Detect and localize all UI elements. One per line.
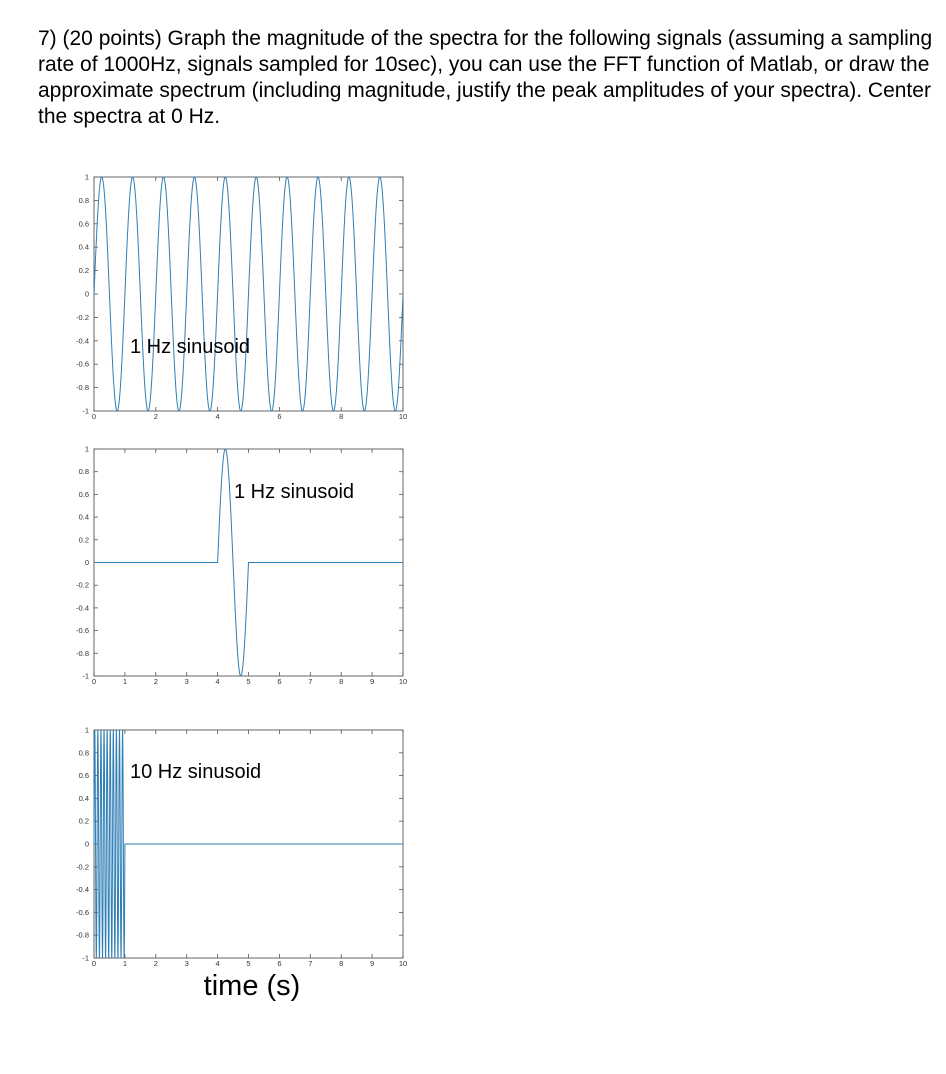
ytick-label: 0.4: [78, 242, 89, 252]
xtick-label: 0: [91, 412, 97, 421]
xtick-label: 3: [184, 677, 189, 686]
ytick-label: 0.4: [78, 793, 89, 803]
ytick-label: 0.6: [78, 489, 89, 499]
xtick-label: 2: [153, 959, 158, 968]
ytick-label: -0.6: [76, 626, 89, 636]
ytick-label: -0.8: [76, 930, 89, 940]
chart-3: [76, 726, 407, 1003]
ytick-label: 0.6: [78, 219, 89, 229]
xtick-label: 7: [308, 677, 313, 686]
xtick-label: 1: [122, 677, 127, 686]
ytick-label: 0.2: [78, 266, 89, 276]
ytick-label: 0.2: [78, 535, 89, 545]
xtick-label: 4: [215, 959, 220, 968]
ytick-label: 0.2: [78, 816, 89, 826]
x-axis-label: time (s): [203, 970, 301, 1002]
ytick-label: -0.4: [76, 885, 89, 895]
xtick-label: 6: [277, 677, 282, 686]
xtick-label: 4: [215, 412, 220, 421]
ytick-label: 0: [84, 558, 89, 567]
xtick-label: 7: [308, 959, 313, 968]
ytick-label: 0: [84, 839, 89, 849]
chart-2: [76, 445, 407, 687]
question-text: 7) (20 points) Graph the magnitude of the spectra for the following signals (assuming a sampling rate of 1000Hz, signals sampled for 10sec), you can use the FFT function of Matlab, or draw the approximate spectrum (including magnitude, justify the peak amplitudes of your spectra). Center the spectra at 0 Hz.: [38, 27, 933, 128]
ytick-label: 0.8: [78, 748, 89, 758]
xtick-label: 6: [277, 412, 282, 421]
ytick-label: -1: [82, 671, 89, 681]
signal-line: [94, 177, 403, 411]
xtick-label: 9: [370, 677, 375, 686]
ytick-label: -0.8: [76, 648, 89, 658]
ytick-label: 1: [84, 172, 89, 182]
ytick-label: -0.4: [76, 603, 89, 613]
ytick-label: 1: [84, 725, 89, 735]
xtick-label: 10: [398, 959, 408, 968]
signal-annotation: 1 Hz sinusoid: [130, 336, 251, 358]
ytick-label: -0.8: [76, 383, 89, 393]
xtick-label: 1: [122, 959, 127, 968]
xtick-label: 5: [246, 677, 251, 686]
xtick-label: 2: [153, 412, 158, 421]
ytick-label: -1: [82, 406, 89, 416]
ytick-label: 1: [84, 444, 89, 454]
xtick-label: 6: [277, 959, 282, 968]
ytick-label: 0.4: [78, 512, 89, 522]
chart-1: [76, 173, 407, 422]
ytick-label: -0.6: [76, 907, 89, 917]
xtick-label: 8: [339, 677, 344, 686]
xtick-label: 3: [184, 959, 189, 968]
ytick-label: 0.8: [78, 195, 89, 205]
xtick-label: 8: [339, 412, 344, 421]
ytick-label: 0.6: [78, 771, 89, 781]
ytick-label: -0.6: [76, 359, 89, 369]
ytick-label: 0: [84, 289, 89, 299]
xtick-label: 10: [398, 412, 408, 421]
ytick-label: -0.2: [76, 312, 89, 322]
xtick-label: 10: [398, 677, 408, 686]
xtick-label: 0: [91, 959, 97, 968]
xtick-label: 0: [91, 677, 97, 686]
ytick-label: 0.8: [78, 467, 89, 477]
ytick-label: -1: [82, 953, 89, 963]
signal-annotation: 1 Hz sinusoid: [234, 481, 355, 503]
ytick-label: -0.4: [76, 336, 89, 346]
xtick-label: 4: [215, 677, 220, 686]
signal-annotation: 10 Hz sinusoid: [130, 761, 262, 783]
ytick-label: -0.2: [76, 580, 89, 590]
xtick-label: 9: [370, 959, 375, 968]
xtick-label: 5: [246, 959, 251, 968]
xtick-label: 8: [339, 959, 344, 968]
xtick-label: 2: [153, 677, 158, 686]
ytick-label: -0.2: [76, 862, 89, 872]
